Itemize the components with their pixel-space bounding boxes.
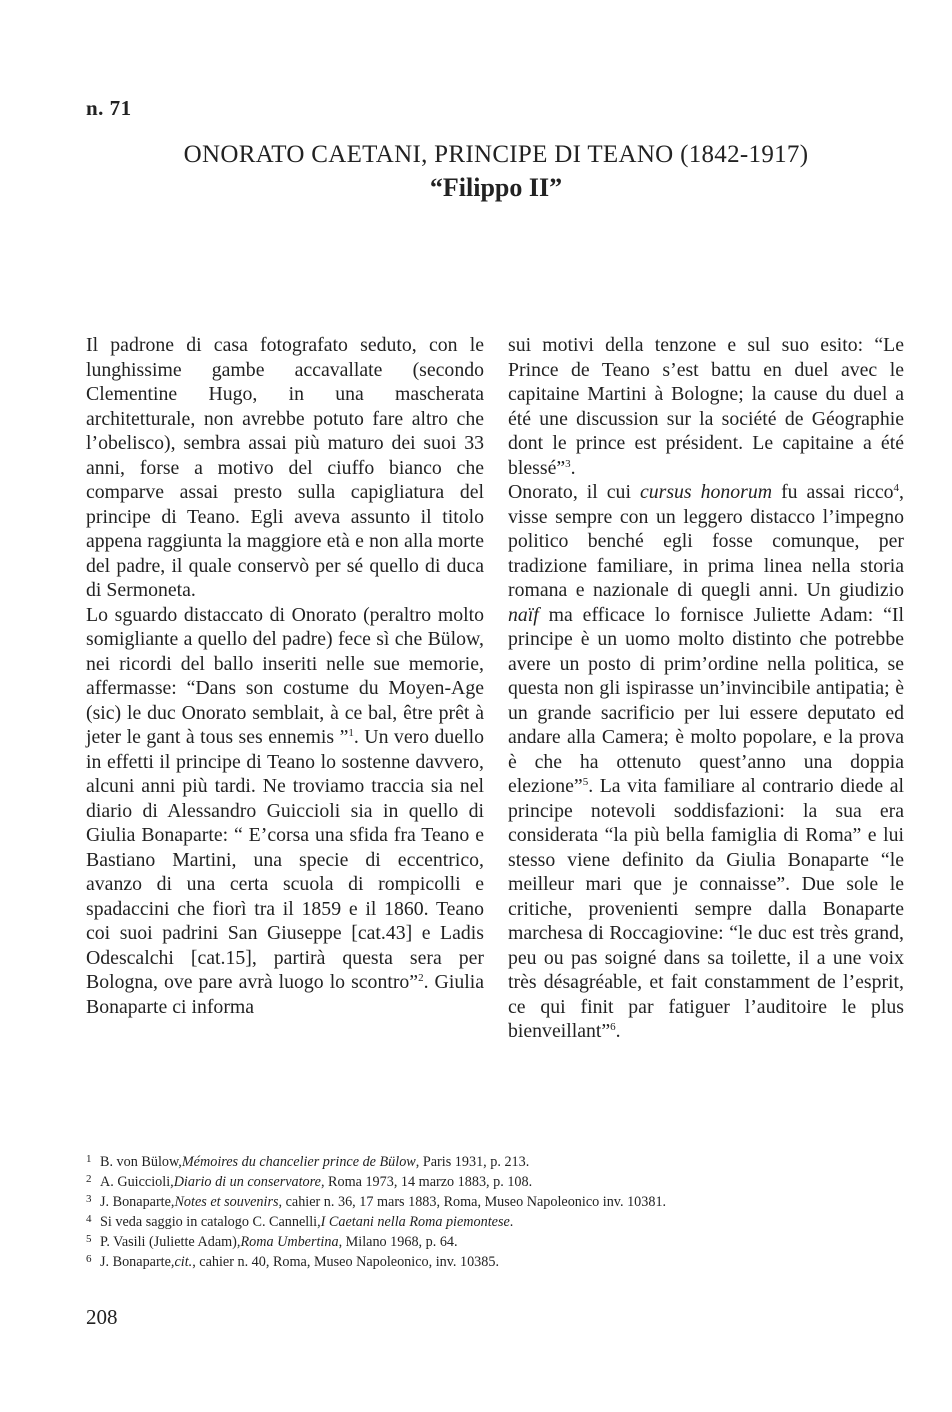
text-run: ma efficace lo fornisce Juliette Adam: “Il principe è un uomo molto distinto che potrebbe avere un posto di prim’ordine nella politica, se questa non gli ispirasse un’invincibile antipatia; è un grande sacrificio per lui essere deputato ed andare alla Camera; è molto popolare, e la prova è che ha ottenuto quest’anno una doppia elezione” bbox=[508, 603, 904, 797]
page-subtitle: “Filippo II” bbox=[429, 173, 563, 202]
footnote bbox=[86, 1232, 906, 1252]
footnote bbox=[86, 1192, 906, 1212]
text-run: Onorato, il cui bbox=[508, 481, 640, 503]
footnote-ref-6[interactable]: 6 bbox=[610, 1021, 616, 1033]
right-column bbox=[508, 333, 904, 1044]
footnote-text: , cahier n. 36, 17 mars 1883, Roma, Museo Napoleonico inv. 10381. bbox=[278, 1194, 667, 1210]
footnote-text: P. Vasili (Juliette Adam), bbox=[100, 1234, 241, 1250]
footnote-text: A. Guiccioli, bbox=[100, 1174, 174, 1190]
footnote-ref-3[interactable]: 3 bbox=[565, 457, 571, 470]
text-run: . bbox=[615, 1020, 621, 1042]
footnote bbox=[86, 1252, 906, 1272]
footnote-mark: 5 bbox=[86, 1233, 92, 1245]
footnote-text: Si veda saggio in catalogo C. Cannelli, bbox=[100, 1214, 321, 1230]
footnote-mark: 1 bbox=[86, 1153, 92, 1165]
page-title: ONORATO CAETANI, PRINCIPE DI TEANO (1842-1917) bbox=[183, 141, 809, 168]
footnote-title: I Caetani nella Roma piemontese bbox=[320, 1214, 510, 1230]
text-run: . Un vero duello in effetti il principe di Teano lo sostenne davvero, alcuni anni più tardi. Ne troviamo traccia sia nel diario di Alessandro Guiccioli sia in quello di Giulia Bonaparte: “ E’corsa una sfida fra Teano e Bastiano Martini, una specie di eccentrico, avanzo di una certa scuola di rompicolli e spadaccini che fiorì tra il 1859 e il 1860. Teano coi suoi padrini San Giuseppe [cat.43] e Ladis Odescalchi [cat.15], partirà questa sera per Bologna, ove pare avrà luogo lo scontro” bbox=[86, 726, 484, 993]
text-run: sui motivi della tenzone e sul suo esito: “Le Prince de Teano s’est battu en duel avec le capitaine Martini à Bologne; la cause du duel a été une discussion sur la société de Géographie dont le prince est président. Le capitaine a été blessé” bbox=[508, 334, 904, 479]
footnote-text: , Roma 1973, 14 marzo 1883, p. 108. bbox=[320, 1174, 533, 1190]
text-run: , visse sempre con un leggero distacco l’impegno politico benché egli fosse comunque, per tradizione familiare, in prima linea nella storia romana e nazionale di quegli anni. Un giudizio bbox=[508, 481, 904, 601]
footnote-text: . bbox=[509, 1214, 514, 1230]
footnote-mark: 6 bbox=[86, 1253, 92, 1265]
page-number: 208 bbox=[86, 1305, 118, 1329]
footnote bbox=[86, 1212, 906, 1232]
footnote-text: B. von Bülow, bbox=[100, 1154, 182, 1170]
heading bbox=[100, 139, 892, 205]
footnote-mark: 3 bbox=[86, 1193, 92, 1205]
footnote-mark: 4 bbox=[86, 1213, 92, 1225]
footnote-text: , Milano 1968, p. 64. bbox=[338, 1234, 458, 1250]
footnote-ref-4[interactable]: 4 bbox=[893, 482, 900, 494]
italic-run: cursus honorum bbox=[639, 481, 773, 503]
footnote-title: Mémoires du chancelier prince de Bülow bbox=[181, 1154, 416, 1170]
text-run: Lo sguardo distaccato di Onorato (peraltro molto somigliante a quello del padre) fece sì che Bülow, nei ricordi del ballo inseriti nelle sue memorie, affermasse: “Dans son costume du Moyen-Age (sic) le duc Onorato semblait, à ce bal, être prêt à jeter le gant à tous ses ennemis ” bbox=[86, 603, 484, 748]
footnote-ref-5[interactable]: 5 bbox=[582, 776, 589, 788]
footnote-title: Notes et souvenirs bbox=[174, 1194, 279, 1210]
footnote-mark: 2 bbox=[86, 1173, 92, 1185]
italic-run: naïf bbox=[508, 603, 539, 626]
footnote bbox=[86, 1172, 906, 1192]
text-run: . Giulia Bonaparte ci informa bbox=[86, 971, 484, 1018]
text-run: fu assai ricco bbox=[772, 481, 894, 503]
paragraph-1: Il padrone di casa fotografato seduto, con le lunghissime gambe accavallate (secondo Clementine Hugo, in una mascherata architetturale, non avrebbe potuto fare altro che l’obelisco), sembra assai più maturo dei suoi 33 anni, forse a motivo del ciuffo bianco che comparve assai presto sulla capigliatura del principe di Teano. Egli aveva assunto il titolo appena raggiunta la maggiore età e non alla morte del padre, il quale conservò per sé quello di duca di Sermoneta. bbox=[86, 334, 484, 601]
entry-number: n. 71 bbox=[86, 96, 132, 120]
footnote-text: , cahier n. 40, Roma, Museo Napoleonico, inv. 10385. bbox=[192, 1254, 500, 1270]
text-run: . La vita familiare al contrario diede al principe notevoli soddisfazioni: la sua era considerata “la più bella famiglia di Roma” e lui stesso viene definito da Giulia Bonaparte “le meilleur mari que je connaisse”. Due sole le critiche, provenienti sempre dalla Bonaparte marchesa di Roccagiovine: “le duc est très grand, peu ou pas soigné dans sa toilette, il a une voix très désagréable, et fait constamment de l’esprit, ce qui finit par fatiguer l’auditoire le plus bienveillant” bbox=[508, 775, 904, 1042]
paragraph-2 bbox=[86, 603, 484, 1020]
footnotes bbox=[86, 1152, 906, 1272]
footnote-text: J. Bonaparte, bbox=[100, 1194, 175, 1210]
text-run: . bbox=[570, 456, 576, 479]
paragraph-4 bbox=[508, 480, 904, 1044]
footnote-title: Diario di un conservatore bbox=[173, 1174, 321, 1190]
left-column bbox=[86, 333, 484, 1019]
footnote-text: , Paris 1931, p. 213. bbox=[415, 1154, 530, 1170]
footnote-text: J. Bonaparte, bbox=[100, 1254, 175, 1270]
paragraph-3 bbox=[508, 333, 904, 480]
footnote bbox=[86, 1152, 906, 1172]
footnote-title: Roma Umbertina bbox=[240, 1234, 339, 1250]
footnote-ref-1[interactable]: 1 bbox=[348, 727, 354, 739]
footnote-ref-2[interactable]: 2 bbox=[418, 972, 424, 984]
footnote-title: cit. bbox=[174, 1254, 193, 1270]
